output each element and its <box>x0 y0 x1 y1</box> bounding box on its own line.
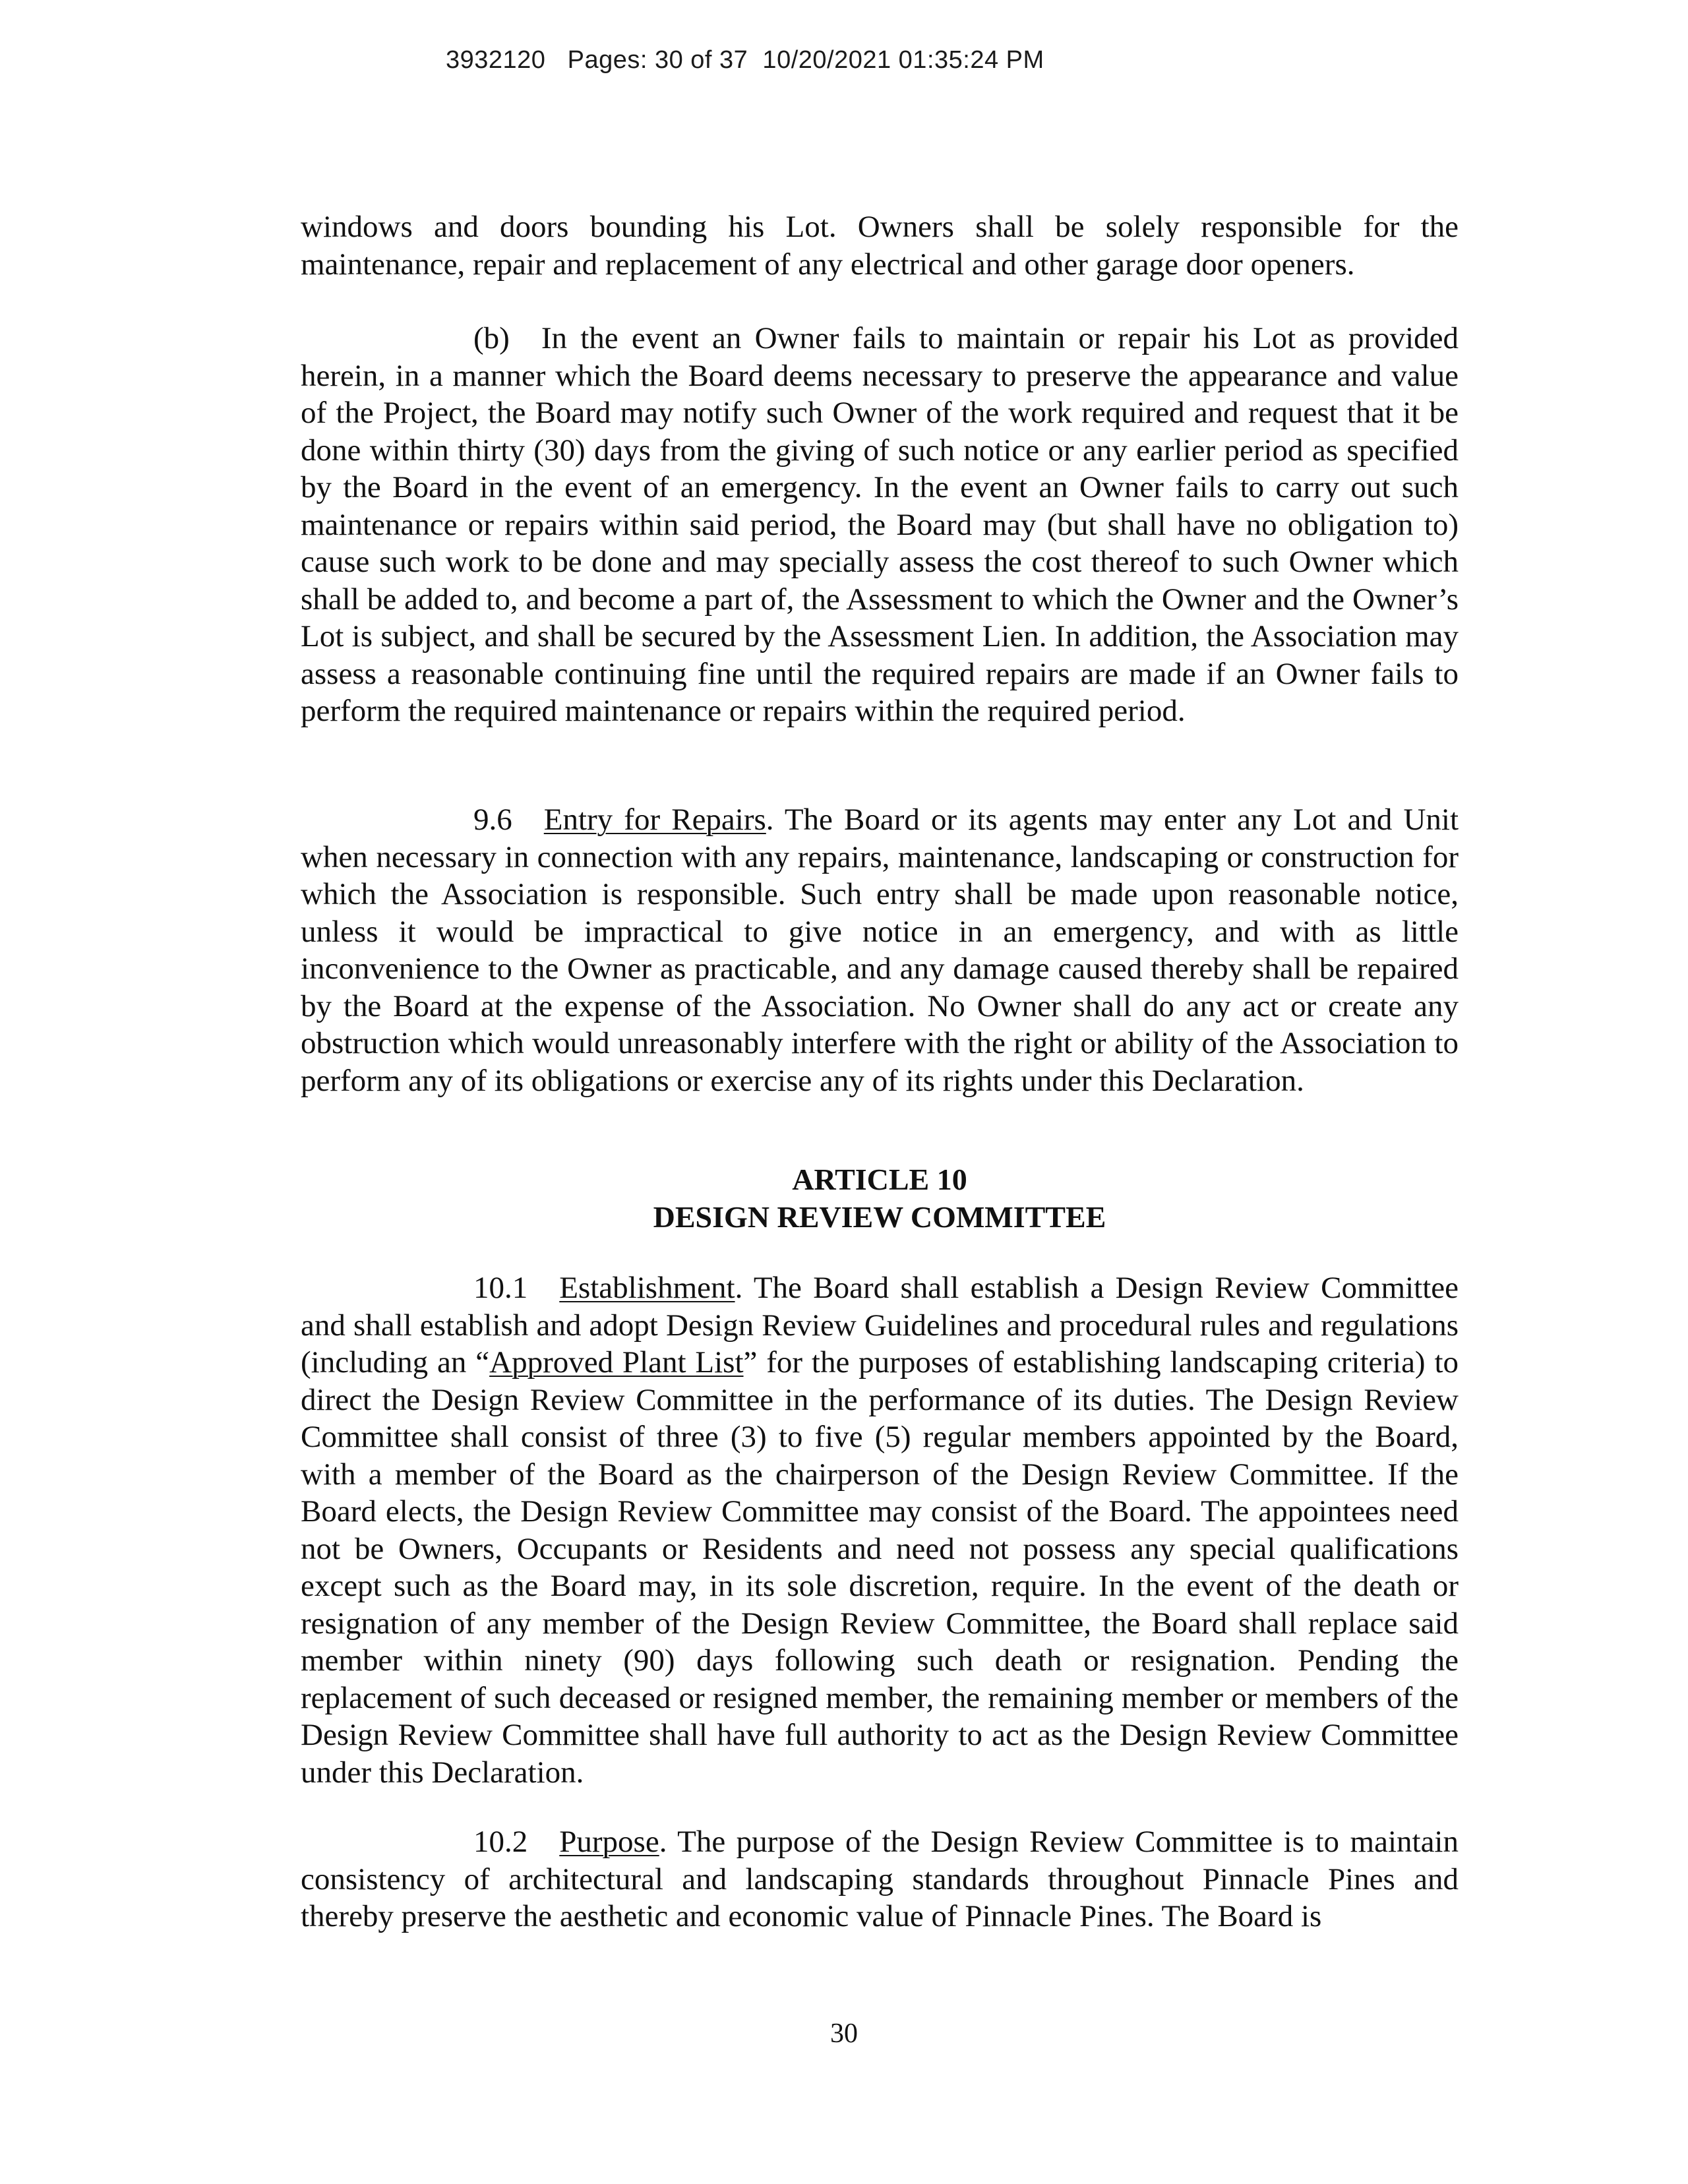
subsection-label: (b) <box>473 321 510 355</box>
section-title: Entry for Repairs <box>543 803 766 837</box>
section-number: 10.1 <box>473 1271 528 1305</box>
section-title: Establishment <box>559 1271 735 1305</box>
article-heading <box>301 1161 1459 1236</box>
paragraph-maintenance-continued <box>301 208 1459 283</box>
paragraph-text: windows and doors bounding his Lot. Owners shall be solely responsible for the maintenance, repair and replacement of any electrical and other garage door openers. <box>301 210 1459 282</box>
article-number: ARTICLE 10 <box>792 1163 967 1196</box>
article-title: DESIGN REVIEW COMMITTEE <box>653 1200 1106 1234</box>
paragraph-text: . The purpose of the Design Review Committee is to maintain consistency of architectural and landscaping standards throughout Pinnacle Pines and thereby preserve the aesthetic and economic value of Pinnacle Pines. The Board is <box>301 1825 1459 1933</box>
section-title: Purpose <box>559 1825 659 1859</box>
section-9-6 <box>301 801 1459 1099</box>
paragraph-text: In the event an Owner fails to maintain or repair his Lot as provided herein, in a manner which the Board deems necessary to preserve the appearance and value of the Project, the Board may notify such Owner of the work required and request that it be done within thirty (30) days from the giving of such notice or any earlier period as specified by the Board in the event of an emergency. In the event an Owner fails to carry out such maintenance or repairs within said period, the Board may (but shall have no obligation to) cause such work to be done and may specially assess the cost thereof to such Owner which shall be added to, and become a part of, the Assessment to which the Owner and the Owner’s Lot is subject, and shall be secured by the Assessment Lien. In addition, the Association may assess a reasonable continuing fine until the required repairs are made if an Owner fails to perform the required maintenance or repairs within the required period. <box>301 321 1459 728</box>
paragraph-text: . The Board shall establish a Design Review Committee and shall establish and adopt Design Review Guidelines and procedural rules and regulations (including an “ <box>301 1271 1459 1380</box>
paragraph-text-continued: ” for the purposes of establishing landscaping criteria) to direct the Design Review Committee in the performance of its duties. The Design Review Committee shall consist of three (3) to five (5) regular members appointed by the Board, with a member of the Board as the chairperson of the Design Review Committee. If the Board elects, the Design Review Committee may consist of the Board. The appointees need not be Owners, Occupants or Residents and need not possess any special qualifications except such as the Board may, in its sole discretion, require. In the event of the death or resignation of any member of the Design Review Committee, the Board shall replace said member within ninety (90) days following such death or resignation. Pending the replacement of such deceased or resigned member, the remaining member or members of the Design Review Committee shall have full authority to act as the Design Review Committee under this Declaration. <box>301 1345 1459 1790</box>
paragraph-text: . The Board or its agents may enter any Lot and Unit when necessary in connection with any repairs, maintenance, landscaping or construction for which the Association is responsible. Such entry shall be made upon reasonable notice, unless it would be impractical to give notice in an emergency, and with as little inconvenience to the Owner as practicable, and any damage caused thereby shall be repaired by the Board at the expense of the Association. No Owner shall do any act or create any obstruction which would unreasonably interfere with the right or ability of the Association to perform any of its obligations or exercise any of its rights under this Declaration. <box>301 803 1459 1098</box>
approved-plant-list-term: Approved Plant List <box>489 1345 744 1380</box>
page-number: 30 <box>830 2018 858 2049</box>
paragraph-subsection-b <box>301 320 1459 730</box>
section-10-1 <box>301 1269 1459 1791</box>
section-10-2 <box>301 1823 1459 1935</box>
section-number: 9.6 <box>473 803 512 837</box>
recording-stamp: 3932120 Pages: 30 of 37 10/20/2021 01:35:24 PM <box>446 46 1044 74</box>
section-number: 10.2 <box>473 1825 528 1859</box>
